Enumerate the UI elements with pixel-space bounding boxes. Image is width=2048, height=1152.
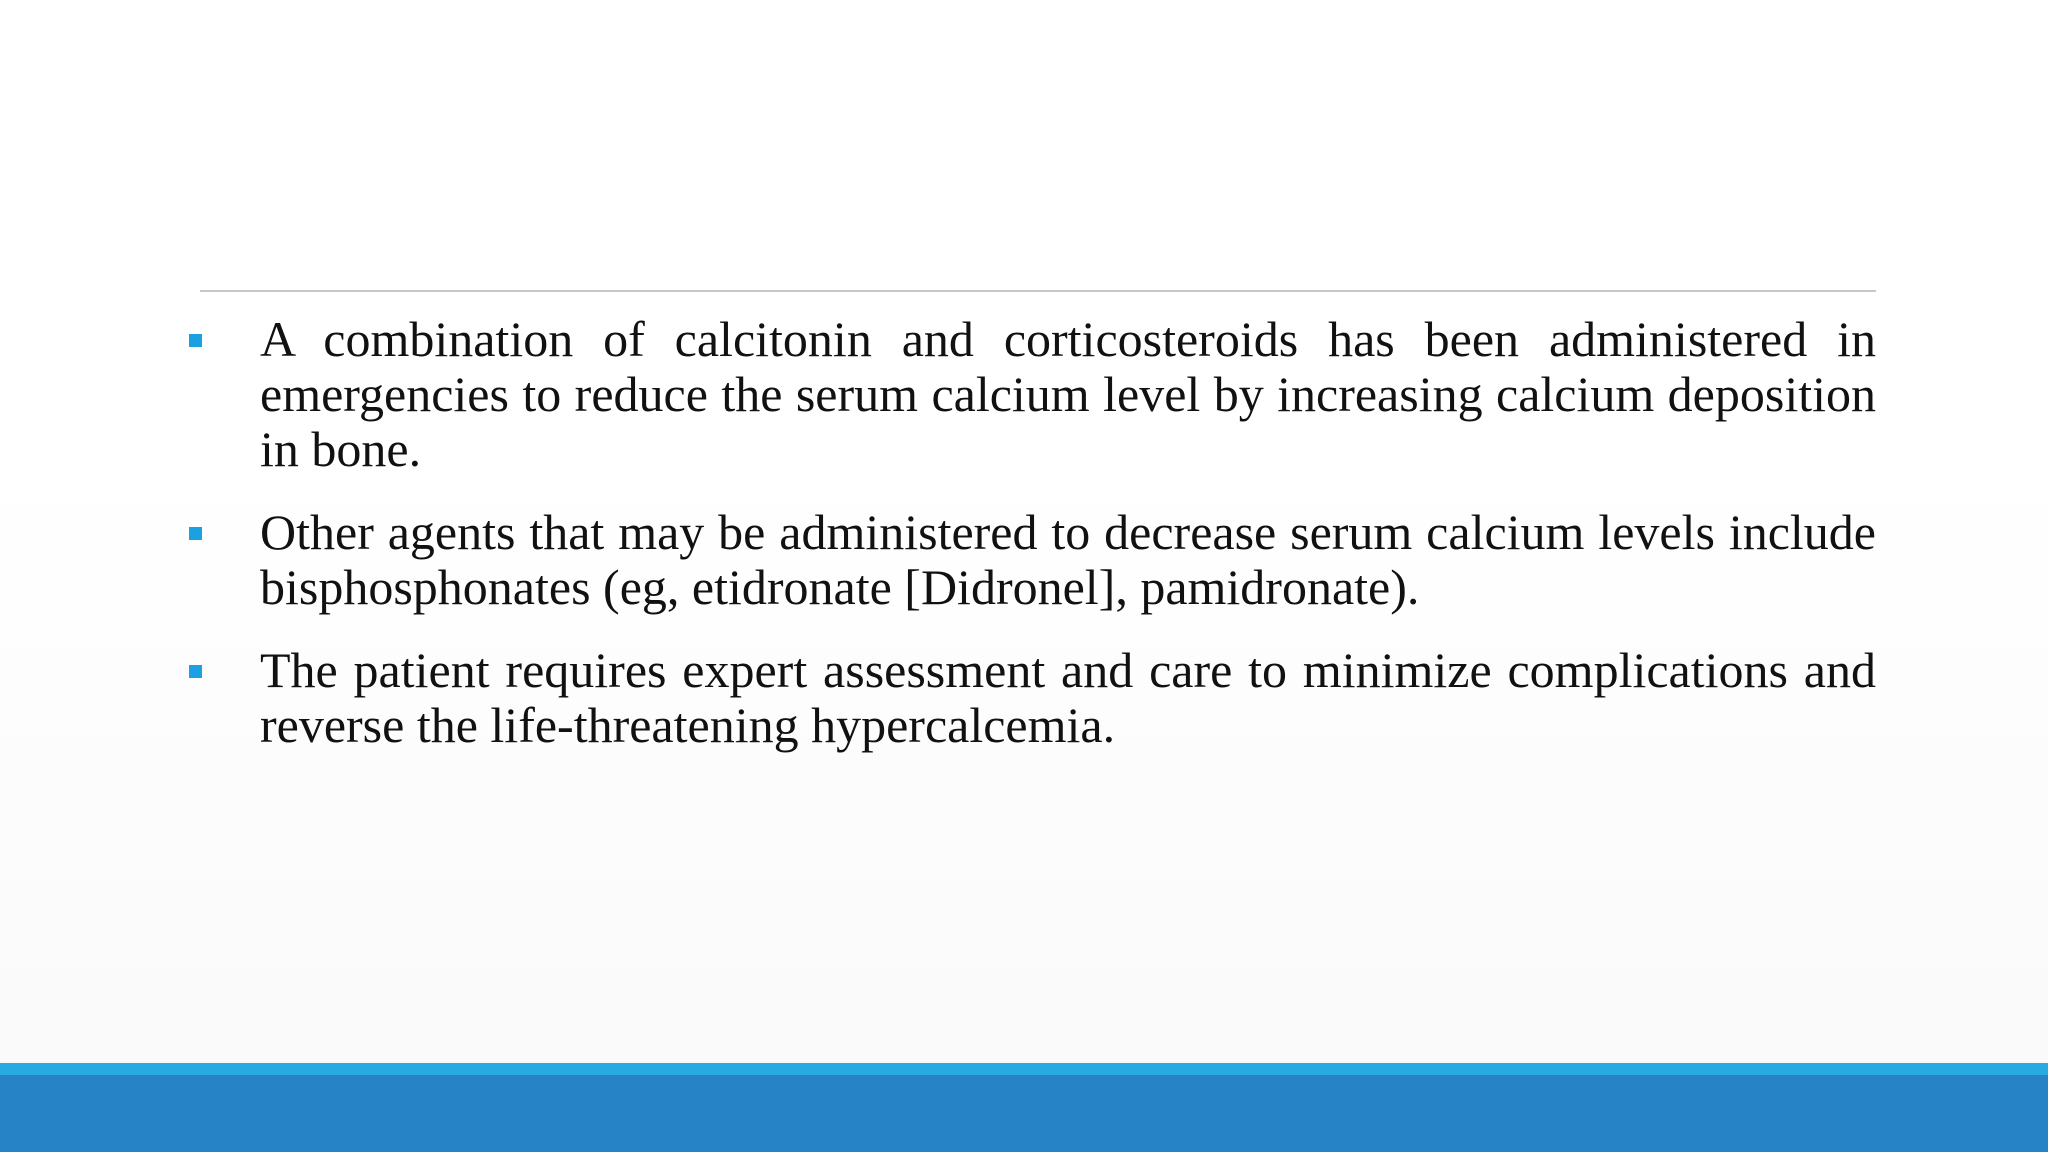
- list-item: [186, 643, 1876, 753]
- square-bullet-icon: [189, 665, 202, 678]
- bullet-text: A combination of calcitonin and corticosteroids has been administered in emergencies to reduce the serum calcium level by increasing calcium deposition in bone.: [260, 311, 1876, 477]
- title-divider: [200, 290, 1876, 292]
- list-item: [186, 312, 1876, 477]
- footer-accent-stripe: [0, 1063, 2048, 1075]
- bullet-list: [186, 312, 1876, 781]
- footer-bar: [0, 1075, 2048, 1152]
- bullet-text: Other agents that may be administered to decrease serum calcium levels include bisphosphonates (eg, etidronate [Didronel], pamidronate).: [260, 504, 1876, 615]
- square-bullet-icon: [189, 527, 202, 540]
- square-bullet-icon: [189, 334, 202, 347]
- bullet-text: The patient requires expert assessment and care to minimize complications and reverse the life-threatening hypercalcemia.: [260, 642, 1876, 753]
- list-item: [186, 505, 1876, 615]
